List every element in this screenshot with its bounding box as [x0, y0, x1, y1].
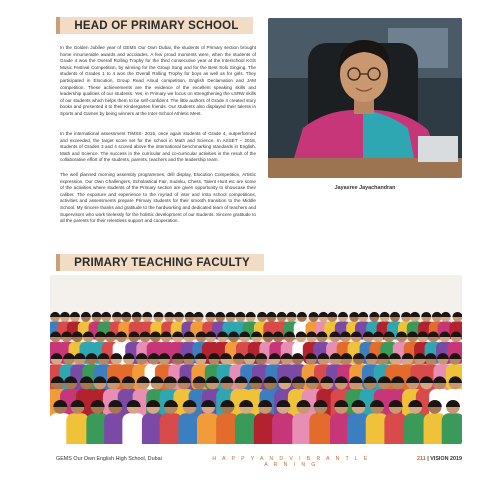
faculty-heading-text: PRIMARY TEACHING FACULTY — [74, 256, 250, 269]
footer-publication: VISION 2019 — [430, 456, 462, 462]
portrait-caption: Jayasree Jayachandran — [334, 185, 396, 191]
faculty-group-photo — [50, 275, 462, 444]
paragraph-assessments: In the international assessment TIMSS- 2015, once again students of Grade 4, outperformed and exceeded, the target score set for the school in Math and Science. In ASSET – 2018, students of Grades 3 and 4 scored above the international benchmarking standards in English, Math and Science. The success in the curricular and co-curricular activities is the result of the collaborative effort of the students, parents, teachers and the leadership team. — [60, 131, 256, 163]
head-portrait-photo — [268, 18, 462, 178]
footer-page-info: 211 | VISION 2019 — [417, 456, 462, 462]
page-footer — [56, 456, 462, 468]
footer-tagline: H A P P Y A N D V I B R A N T L E A R N I N G — [212, 456, 370, 468]
paragraph-activities: The well planned morning assembly programmes, drill display, Elocution Competition, Artistic expression, Our Own Challengers, Scholastical Fair, Sudoku, Chess, Talent Hunt etc are some of the activities where students of the Primary section are given opportunity to showcase their caliber. The exposure and experience to the myriad of inter and intra school competitions, activities and assessments prepare Primary students for their smooth transition to the Middle School. My sincere thanks and gratitude to the hardworking and dedicated team of teachers and Supervisors who work tirelessly for the holistic development of our students. Sincere gratitude to all the parents for their relentless support and cooperation. — [60, 172, 256, 224]
portrait-illustration — [268, 18, 462, 178]
footer-page-number: 211 — [417, 456, 426, 462]
group-photo-illustration — [50, 275, 462, 444]
paragraph-achievements: In the Golden Jubilee year of GEMS Our Own Dubai, the students of Primary section brought home innumerable awards and accolades. A few proud moments were, when the students of Grade 4 won the Overall Rolling Trophy for the third consecutive year at the Interschool KGS Music Festival Competition, by winning for the Group Song and for the Best Solo Singing. The students of Grades 1 to 4 won the Overall Rolling Trophy for boys as well as for girls. They participated in Elocution, Group Read Aloud competition, English Declamation and JAM competition. These achievements are the evidence of the excellent speaking skills and leadership qualities of our students. Yes, in Primary we focus on strengthening the LSRW skills of our students which helps them to be self-confident. The little authors of Grade 4 created story books and presented it to their Kindergarten friends. Our students also displayed their talents in Sports and Games by being winners at the Inter-School Athletic Meet. — [60, 45, 256, 116]
head-of-primary-heading-text: HEAD OF PRIMARY SCHOOL — [74, 19, 239, 32]
footer-school-name: GEMS Our Own English High School, Dubai — [56, 456, 162, 462]
faculty-heading — [56, 254, 264, 271]
head-of-primary-heading — [56, 17, 253, 34]
